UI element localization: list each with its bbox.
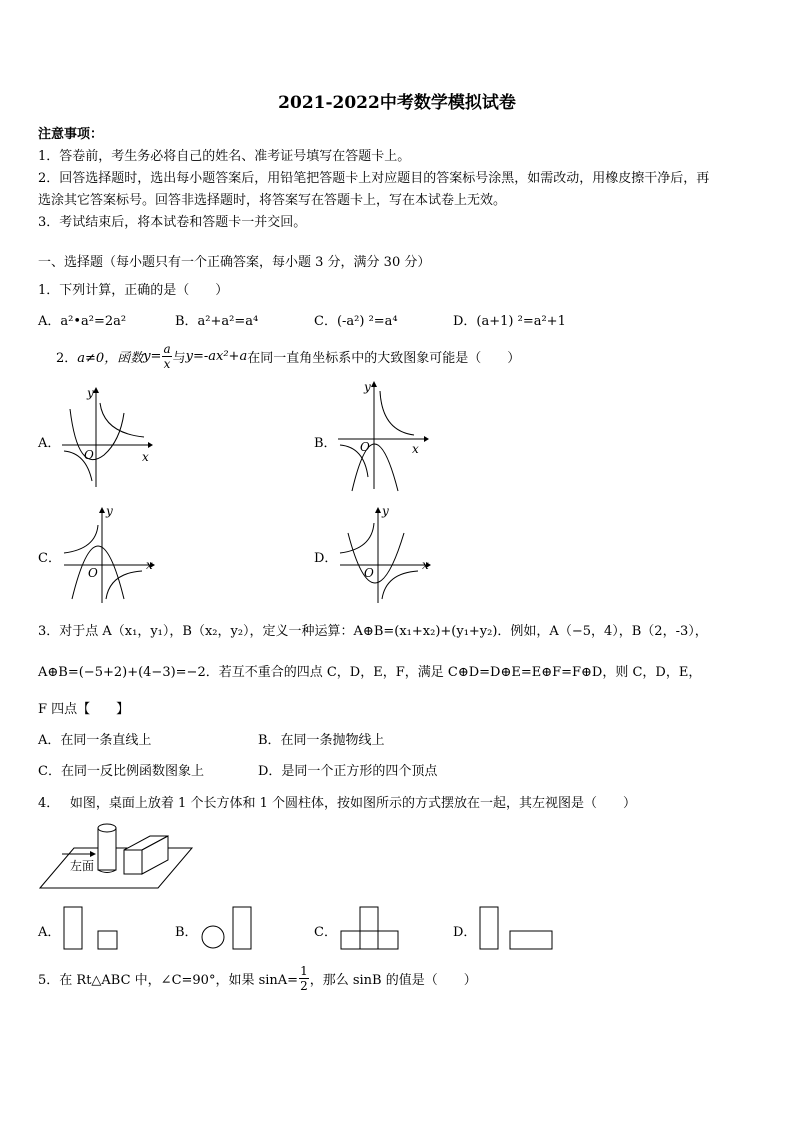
q2-cond: a≠0，函数 [77,351,144,366]
q2-fraction [162,342,171,371]
q4-label-b: B． [175,925,198,940]
figure-label: 左面 [70,859,95,873]
hyperbola-branch-1 [64,525,98,553]
q2-label-d: D． [314,551,338,566]
q2-graph-a [58,385,153,490]
x-axis-label: x [412,442,419,456]
q5-suffix: ，那么 sinB 的值是（ ） [309,973,477,988]
hyperbola-branch-1 [340,523,374,553]
q2-func1-lhs: y= [143,349,162,364]
tall-rectangle [480,907,498,949]
q2-func2: y=-ax²+a [185,349,248,364]
q3-line-2: A⊕B=(−5+2)+(4−3)=−2．若互不重合的四点 C，D，E，F，满足 C⊕D=D⊕E=E⊕F=F⊕D，则 C，D，E， [38,665,702,680]
q4-label-a: A． [38,925,61,940]
q3-option-b: B．在同一条抛物线上 [258,733,385,748]
y-axis-arrow [93,387,99,393]
hyperbola-branch-2 [106,571,142,599]
page-title: 2021-2022中考数学模拟试卷 [278,93,516,113]
origin-label: O [360,440,370,454]
q1-stem: 1．下列计算，正确的是（ ） [38,283,229,298]
q5-fraction [299,964,309,993]
origin-label: O [88,566,98,580]
section-heading: 一、选择题（每小题只有一个正确答案，每小题 3 分，满分 30 分） [38,255,431,270]
q3-line-1: 3．对于点 A（x₁，y₁），B（x₂，y₂），定义一种运算：A⊕B=(x₁+x₂)+(y₁+y₂)．例如，A（−5，4），B（2，-3）， [38,624,708,639]
q4-option-b-shape [200,905,256,951]
q2-frac-num: a [163,342,171,356]
q1-option-a: A．a²•a²=2a² [38,314,127,329]
y-axis-label: y [106,504,113,518]
parabola-curve [348,533,404,583]
q1-option-d: D．(a+1) ²=a²+1 [453,314,566,329]
hyperbola-branch-2 [382,571,418,599]
origin-label: O [84,448,94,462]
q5-prefix: 5．在 Rt△ABC 中，∠C=90°，如果 sinA= [38,973,299,988]
tall-rectangle [64,907,82,949]
circle [202,926,224,948]
q1-option-b: B．a²+a²=a⁴ [175,314,259,329]
y-axis-arrow [99,507,105,513]
notice-item-2-cont: 选涂其它答案标号。回答非选择题时，将答案写在答题卡上，写在本试卷上无效。 [38,193,507,208]
notice-heading: 注意事项： [38,127,104,142]
q4-option-d-shape [478,905,556,951]
parabola-curve [70,409,124,460]
q2-prefix: 2． [56,351,78,366]
y-axis-arrow [371,381,377,387]
q4-option-a-shape [62,905,120,951]
parabola-curve [352,444,398,491]
wide-rectangle [510,931,552,949]
q2-label-a: A． [38,436,61,451]
tall-rectangle [233,907,251,949]
y-axis-label: y [364,380,371,394]
q3-option-c: C．在同一反比例函数图象上 [38,764,204,779]
q5-frac-num: 1 [300,964,308,978]
q2-suffix: 在同一直角坐标系中的大致图象可能是（ ） [247,351,521,366]
q2-connector: 与 [172,351,186,366]
q4-label-c: C． [314,925,337,940]
x-axis-label: x [146,558,153,572]
y-axis-label: y [382,504,389,518]
q2-graph-c [58,503,158,605]
small-square [98,931,117,949]
q3-line-3: F 四点【 】 [38,702,130,717]
cylinder-top [98,824,116,832]
q1-option-c: C．(-a²) ²=a⁴ [314,314,398,329]
x-axis-label: x [422,558,429,572]
q3-option-a: A．在同一条直线上 [38,733,152,748]
notice-item-3: 3．考试结束后，将本试卷和答题卡一并交回。 [38,215,307,230]
hyperbola-branch-1 [380,391,414,435]
q2-graph-d [334,503,434,605]
q3-option-d: D．是同一个正方形的四个顶点 [258,764,438,779]
wide-rectangle [341,931,398,949]
y-axis-arrow [375,507,381,513]
q2-label-b: B． [314,436,337,451]
q2-frac-den: x [163,357,171,371]
x-axis-label: x [142,450,149,464]
q5-stem [38,964,477,993]
hyperbola-branch-1 [100,403,144,437]
notice-item-2: 2．回答选择题时，选出每小题答案后，用铅笔把答题卡上对应题目的答案标号涂黑，如需改动，用橡皮擦干净后，再 [38,171,710,186]
q2-stem [56,342,520,371]
q2-graph-b [334,377,429,495]
cylinder-body [98,828,116,870]
q4-option-c-shape [338,905,402,951]
q5-frac-den: 2 [300,979,308,993]
x-axis-arrow [148,442,153,448]
tall-rectangle [360,907,378,949]
y-axis-label: y [87,386,94,400]
q4-stem: 4． 如图，桌面上放着 1 个长方体和 1 个圆柱体，按如图所示的方式摆放在一起，其左视图是（ ） [38,796,636,811]
q2-label-c: C． [38,551,61,566]
q4-figure [38,818,198,894]
view-arrow-head [90,851,96,857]
x-axis-arrow [424,436,429,442]
origin-label: O [364,566,374,580]
q4-label-d: D． [453,925,477,940]
notice-item-1: 1．答卷前，考生务必将自己的姓名、准考证号填写在答题卡上。 [38,149,411,164]
parabola-curve [72,546,124,599]
cuboid-front [124,850,142,874]
